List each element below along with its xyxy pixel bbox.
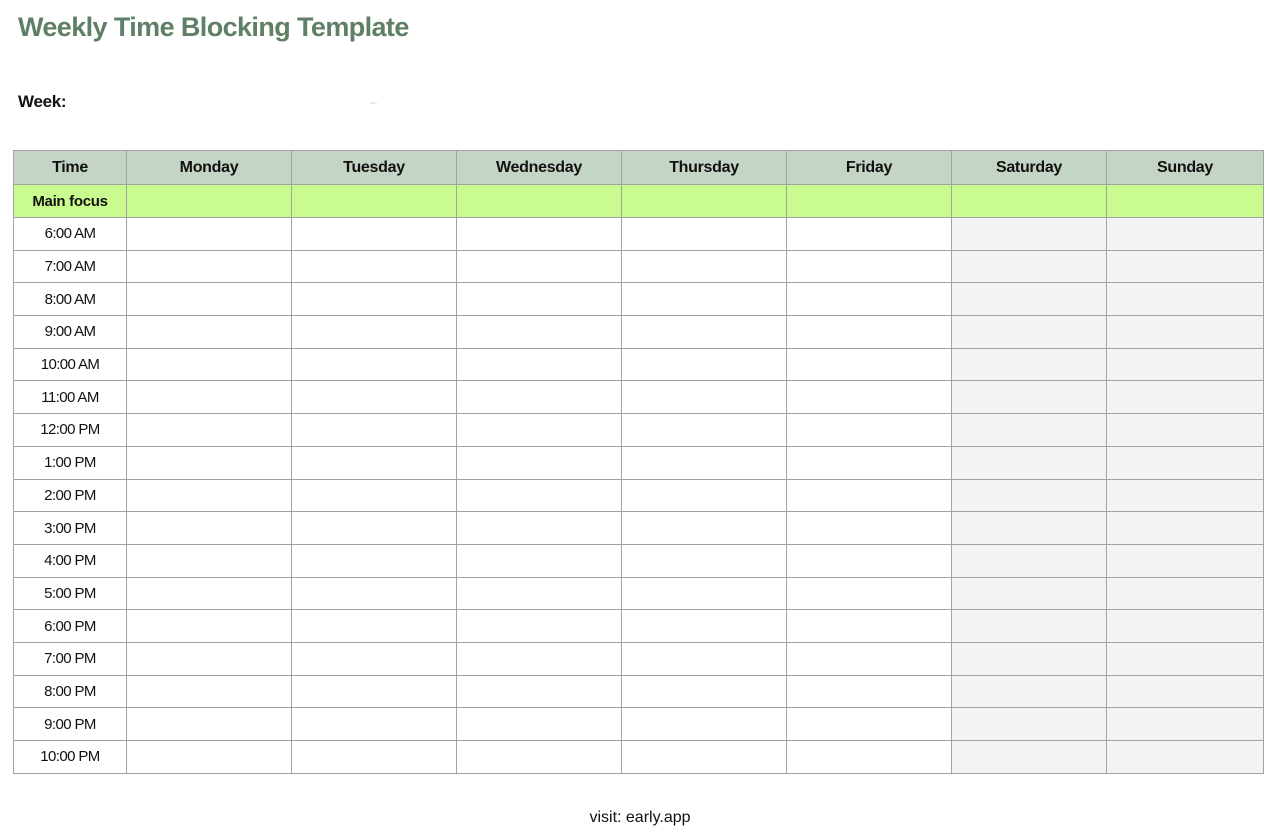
focus-cell-sunday[interactable] — [1107, 185, 1264, 218]
time-slot-label: 7:00 PM — [14, 642, 127, 675]
time-slot-row — [14, 512, 1264, 545]
slot-cell-friday[interactable] — [787, 250, 952, 283]
time-slot-label: 9:00 AM — [14, 316, 127, 349]
slot-cell-tuesday[interactable] — [292, 577, 457, 610]
time-slot-row — [14, 283, 1264, 316]
slot-cell-sunday[interactable] — [1107, 642, 1264, 675]
slot-cell-wednesday[interactable] — [457, 512, 622, 545]
slot-cell-friday[interactable] — [787, 446, 952, 479]
focus-cell-saturday[interactable] — [952, 185, 1107, 218]
time-slot-row — [14, 479, 1264, 512]
slot-cell-sunday[interactable] — [1107, 512, 1264, 545]
slot-cell-friday[interactable] — [787, 708, 952, 741]
slot-cell-tuesday[interactable] — [292, 544, 457, 577]
time-slot-row — [14, 544, 1264, 577]
slot-cell-sunday[interactable] — [1107, 544, 1264, 577]
slot-cell-monday[interactable] — [127, 741, 292, 774]
slot-cell-monday[interactable] — [127, 675, 292, 708]
slot-cell-wednesday[interactable] — [457, 414, 622, 447]
slot-cell-wednesday[interactable] — [457, 544, 622, 577]
time-slot-label: 5:00 PM — [14, 577, 127, 610]
slot-cell-friday[interactable] — [787, 479, 952, 512]
column-header-tuesday: Tuesday — [292, 151, 457, 185]
time-slot-label: 6:00 AM — [14, 218, 127, 251]
slot-cell-sunday[interactable] — [1107, 577, 1264, 610]
slot-cell-tuesday[interactable] — [292, 512, 457, 545]
slot-cell-sunday[interactable] — [1107, 610, 1264, 643]
time-slot-label: 6:00 PM — [14, 610, 127, 643]
slot-cell-sunday[interactable] — [1107, 316, 1264, 349]
slot-cell-saturday[interactable] — [952, 446, 1107, 479]
slot-cell-wednesday[interactable] — [457, 675, 622, 708]
slot-cell-tuesday[interactable] — [292, 283, 457, 316]
slot-cell-wednesday[interactable] — [457, 250, 622, 283]
slot-cell-saturday[interactable] — [952, 512, 1107, 545]
slot-cell-saturday[interactable] — [952, 250, 1107, 283]
page-title: Weekly Time Blocking Template — [18, 12, 409, 42]
time-slot-label: 12:00 PM — [14, 414, 127, 447]
slot-cell-monday[interactable] — [127, 512, 292, 545]
slot-cell-monday[interactable] — [127, 250, 292, 283]
slot-cell-saturday[interactable] — [952, 414, 1107, 447]
slot-cell-wednesday[interactable] — [457, 642, 622, 675]
slot-cell-thursday[interactable] — [622, 381, 787, 414]
slot-cell-saturday[interactable] — [952, 316, 1107, 349]
time-blocking-table — [13, 150, 1264, 774]
time-slot-label: 2:00 PM — [14, 479, 127, 512]
slot-cell-thursday[interactable] — [622, 283, 787, 316]
focus-cell-wednesday[interactable] — [457, 185, 622, 218]
slot-cell-monday[interactable] — [127, 544, 292, 577]
slot-cell-sunday[interactable] — [1107, 741, 1264, 774]
slot-cell-friday[interactable] — [787, 218, 952, 251]
slot-cell-sunday[interactable] — [1107, 250, 1264, 283]
slot-cell-tuesday[interactable] — [292, 741, 457, 774]
time-slot-label: 11:00 AM — [14, 381, 127, 414]
slot-cell-wednesday[interactable] — [457, 577, 622, 610]
time-slot-label: 1:00 PM — [14, 446, 127, 479]
week-label: Week: — [18, 92, 67, 111]
week-value[interactable]: – — [370, 95, 377, 109]
column-header-monday: Monday — [127, 151, 292, 185]
main-focus-row — [14, 185, 1264, 218]
time-slot-row — [14, 741, 1264, 774]
time-slot-label: 4:00 PM — [14, 544, 127, 577]
slot-cell-wednesday[interactable] — [457, 316, 622, 349]
slot-cell-friday[interactable] — [787, 577, 952, 610]
slot-cell-monday[interactable] — [127, 218, 292, 251]
slot-cell-saturday[interactable] — [952, 610, 1107, 643]
slot-cell-saturday[interactable] — [952, 741, 1107, 774]
slot-cell-monday[interactable] — [127, 414, 292, 447]
slot-cell-tuesday[interactable] — [292, 610, 457, 643]
time-slot-row — [14, 381, 1264, 414]
slot-cell-friday[interactable] — [787, 675, 952, 708]
focus-cell-thursday[interactable] — [622, 185, 787, 218]
time-slot-label: 10:00 AM — [14, 348, 127, 381]
slot-cell-wednesday[interactable] — [457, 348, 622, 381]
focus-cell-tuesday[interactable] — [292, 185, 457, 218]
slot-cell-sunday[interactable] — [1107, 708, 1264, 741]
slot-cell-saturday[interactable] — [952, 218, 1107, 251]
slot-cell-tuesday[interactable] — [292, 708, 457, 741]
slot-cell-saturday[interactable] — [952, 348, 1107, 381]
slot-cell-wednesday[interactable] — [457, 741, 622, 774]
slot-cell-friday[interactable] — [787, 283, 952, 316]
slot-cell-friday[interactable] — [787, 512, 952, 545]
time-slot-label: 8:00 PM — [14, 675, 127, 708]
slot-cell-monday[interactable] — [127, 283, 292, 316]
slot-cell-sunday[interactable] — [1107, 479, 1264, 512]
slot-cell-monday[interactable] — [127, 479, 292, 512]
time-slot-label: 9:00 PM — [14, 708, 127, 741]
main-focus-label: Main focus — [14, 185, 127, 218]
slot-cell-friday[interactable] — [787, 642, 952, 675]
time-slot-row — [14, 446, 1264, 479]
time-slot-label: 7:00 AM — [14, 250, 127, 283]
slot-cell-thursday[interactable] — [622, 414, 787, 447]
slot-cell-thursday[interactable] — [622, 250, 787, 283]
slot-cell-saturday[interactable] — [952, 675, 1107, 708]
slot-cell-tuesday[interactable] — [292, 414, 457, 447]
slot-cell-thursday[interactable] — [622, 446, 787, 479]
slot-cell-thursday[interactable] — [622, 741, 787, 774]
slot-cell-monday[interactable] — [127, 642, 292, 675]
time-slot-row — [14, 675, 1264, 708]
time-slot-row — [14, 316, 1264, 349]
slot-cell-wednesday[interactable] — [457, 479, 622, 512]
slot-cell-monday[interactable] — [127, 446, 292, 479]
slot-cell-saturday[interactable] — [952, 544, 1107, 577]
column-header-saturday: Saturday — [952, 151, 1107, 185]
slot-cell-monday[interactable] — [127, 708, 292, 741]
slot-cell-tuesday[interactable] — [292, 642, 457, 675]
time-slot-row — [14, 577, 1264, 610]
time-slot-row — [14, 348, 1264, 381]
slot-cell-tuesday[interactable] — [292, 348, 457, 381]
slot-cell-wednesday[interactable] — [457, 708, 622, 741]
slot-cell-tuesday[interactable] — [292, 218, 457, 251]
week-row — [18, 90, 418, 114]
slot-cell-thursday[interactable] — [622, 675, 787, 708]
time-slot-row — [14, 218, 1264, 251]
column-header-friday: Friday — [787, 151, 952, 185]
slot-cell-saturday[interactable] — [952, 577, 1107, 610]
slot-cell-sunday[interactable] — [1107, 675, 1264, 708]
time-slot-row — [14, 708, 1264, 741]
slot-cell-tuesday[interactable] — [292, 316, 457, 349]
slot-cell-friday[interactable] — [787, 381, 952, 414]
slot-cell-monday[interactable] — [127, 577, 292, 610]
slot-cell-saturday[interactable] — [952, 283, 1107, 316]
slot-cell-monday[interactable] — [127, 381, 292, 414]
slot-cell-sunday[interactable] — [1107, 283, 1264, 316]
slot-cell-sunday[interactable] — [1107, 414, 1264, 447]
slot-cell-sunday[interactable] — [1107, 381, 1264, 414]
slot-cell-sunday[interactable] — [1107, 348, 1264, 381]
header-row — [14, 151, 1264, 185]
slot-cell-tuesday[interactable] — [292, 250, 457, 283]
slot-cell-wednesday[interactable] — [457, 446, 622, 479]
focus-cell-monday[interactable] — [127, 185, 292, 218]
time-slot-row — [14, 414, 1264, 447]
column-header-time: Time — [14, 151, 127, 185]
time-slot-label: 3:00 PM — [14, 512, 127, 545]
column-header-wednesday: Wednesday — [457, 151, 622, 185]
slot-cell-monday[interactable] — [127, 610, 292, 643]
slot-cell-saturday[interactable] — [952, 479, 1107, 512]
time-slot-label: 10:00 PM — [14, 741, 127, 774]
slot-cell-saturday[interactable] — [952, 642, 1107, 675]
slot-cell-wednesday[interactable] — [457, 610, 622, 643]
slot-cell-thursday[interactable] — [622, 348, 787, 381]
slot-cell-thursday[interactable] — [622, 642, 787, 675]
slot-cell-tuesday[interactable] — [292, 675, 457, 708]
time-slot-row — [14, 610, 1264, 643]
slot-cell-wednesday[interactable] — [457, 218, 622, 251]
time-slot-row — [14, 250, 1264, 283]
slot-cell-friday[interactable] — [787, 414, 952, 447]
slot-cell-tuesday[interactable] — [292, 381, 457, 414]
slot-cell-thursday[interactable] — [622, 479, 787, 512]
slot-cell-friday[interactable] — [787, 348, 952, 381]
slot-cell-thursday[interactable] — [622, 316, 787, 349]
slot-cell-saturday[interactable] — [952, 708, 1107, 741]
focus-cell-friday[interactable] — [787, 185, 952, 218]
slot-cell-friday[interactable] — [787, 610, 952, 643]
column-header-sunday: Sunday — [1107, 151, 1264, 185]
slot-cell-sunday[interactable] — [1107, 446, 1264, 479]
footer-link[interactable]: visit: early.app — [589, 809, 691, 826]
slot-cell-thursday[interactable] — [622, 708, 787, 741]
slot-cell-thursday[interactable] — [622, 218, 787, 251]
slot-cell-thursday[interactable] — [622, 610, 787, 643]
slot-cell-tuesday[interactable] — [292, 446, 457, 479]
slot-cell-friday[interactable] — [787, 741, 952, 774]
slot-cell-thursday[interactable] — [622, 544, 787, 577]
slot-cell-saturday[interactable] — [952, 381, 1107, 414]
slot-cell-thursday[interactable] — [622, 512, 787, 545]
slot-cell-friday[interactable] — [787, 316, 952, 349]
slot-cell-friday[interactable] — [787, 544, 952, 577]
slot-cell-tuesday[interactable] — [292, 479, 457, 512]
slot-cell-monday[interactable] — [127, 316, 292, 349]
slot-cell-wednesday[interactable] — [457, 381, 622, 414]
slot-cell-sunday[interactable] — [1107, 218, 1264, 251]
slot-cell-monday[interactable] — [127, 348, 292, 381]
time-slot-label: 8:00 AM — [14, 283, 127, 316]
column-header-thursday: Thursday — [622, 151, 787, 185]
slot-cell-thursday[interactable] — [622, 577, 787, 610]
slot-cell-wednesday[interactable] — [457, 283, 622, 316]
time-slot-row — [14, 642, 1264, 675]
